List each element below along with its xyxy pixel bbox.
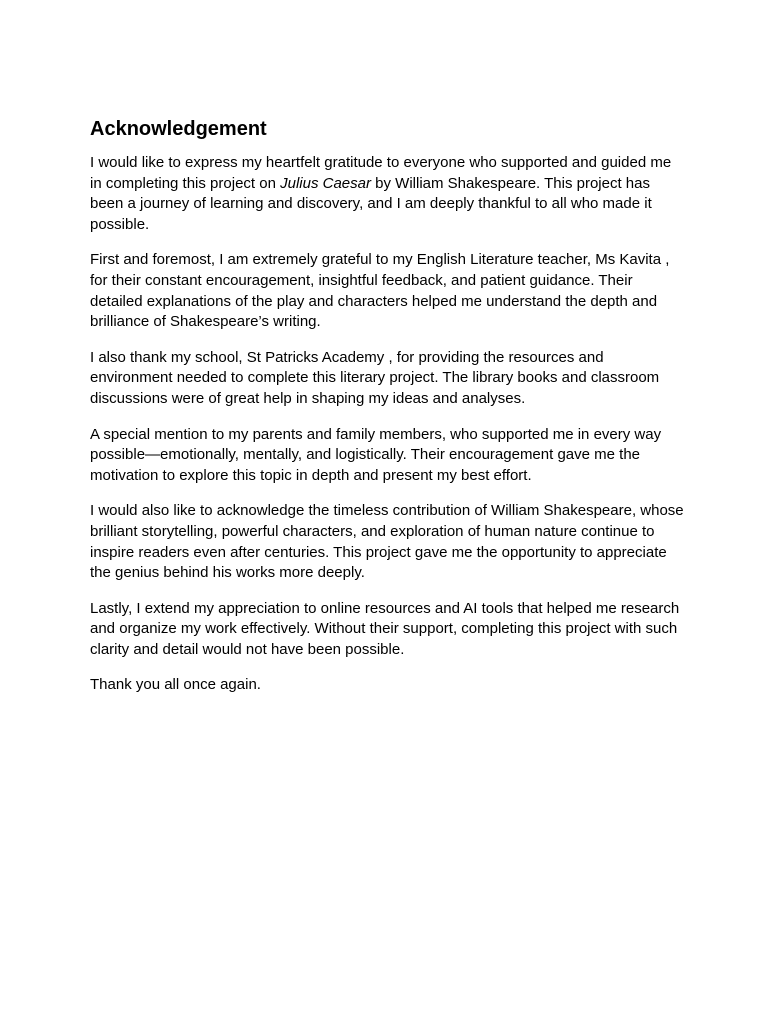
paragraph-teacher: First and foremost, I am extremely grateful to my English Literature teacher, Ms Kavita , for their constant encouragement, insightful feedback, and patient guidance. Their detailed explanations of the play and characters helped me understand the depth and brilliance of Shakespeare’s writing. [90,251,670,331]
paragraph-resources: Lastly, I extend my appreciation to online resources and AI tools that helped me research and organize my work effectively. Without their support, completing this project with such clarity and detail would not have been possible. [90,599,680,658]
page-title: Acknowledgement [90,118,267,140]
paragraph-introduction [90,153,685,235]
document-body [90,117,685,711]
work-title: Julius Caesar [280,174,371,192]
paragraph-family: A special mention to my parents and family members, who supported me in every way possible—emotionally, mentally, and logistically. Their encouragement gave me the motivation to explore this topic in depth and present my best effort. [90,425,662,484]
paragraph-introduction-text-start: I would like to express my heartfelt gratitude to everyone who supported and guided me in completing this project on [90,154,672,192]
paragraph-shakespeare: I would also like to acknowledge the timeless contribution of William Shakespeare, whose brilliant storytelling, powerful characters, and exploration of human nature continue to inspire readers even after centuries. This project gave me the opportunity to appreciate the genius behind his works more deeply. [90,502,684,582]
paragraph-introduction-text-end: by William Shakespeare. This project has been a journey of learning and discovery, and I am deeply thankful to all who made it possible. [90,174,652,233]
paragraph-school: I also thank my school, St Patricks Academy , for providing the resources and environment needed to complete this literary project. The library books and classroom discussions were of great help in shaping my ideas and analyses. [90,348,660,407]
paragraph-closing: Thank you all once again. [90,676,261,694]
